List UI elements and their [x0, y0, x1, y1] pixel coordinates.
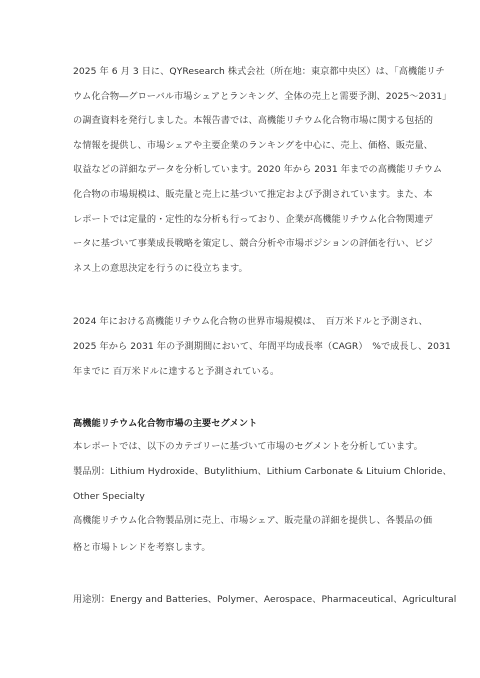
- intro-line-7: レポートでは定量的・定性的な分析も行っており、企業が高機能リチウム化合物関連デ: [73, 214, 433, 225]
- intro-line-6: 化合物の市場規模は、販売量と売上に基づいて推定および予測されています。また、本: [73, 189, 433, 200]
- intro-line-9: ネス上の意思決定を行うのに役立ちます。: [73, 263, 248, 274]
- segment-line-3: Other Specialty: [73, 491, 145, 502]
- intro-line-5: 収益などの詳細なデータを分析しています。2020 年から 2031 年までの高機能リチウム: [73, 164, 443, 175]
- segment-line-4: 高機能リチウム化合物製品別に売上、市場シェア、販売量の詳細を提供し、各製品の価: [73, 515, 433, 526]
- intro-line-3: の調査資料を発行しました。本報告書では、高機能リチウム化合物市場に関する包括的: [73, 115, 433, 126]
- market-line-1: 2024 年における高機能リチウム化合物の世界市場規模は、 百万米ドルと予測され、: [73, 316, 428, 327]
- intro-line-4: な情報を提供し、市場シェアや主要企業のランキングを中心に、売上、価格、販売量、: [73, 140, 433, 151]
- intro-line-8: ータに基づいて事業成長戦略を策定し、競合分析や市場ポジションの評価を行い、ビジ: [73, 238, 433, 249]
- market-line-2: 2025 年から 2031 年の予測期間において、年間平均成長率（CAGR） %で成長し、2031: [73, 341, 451, 352]
- section-heading: 高機能リチウム化合物市場の主要セグメント: [73, 418, 258, 429]
- application-line: 用途別：Energy and Batteries、Polymer、Aerospace、Pharmaceutical、Agricultural: [73, 594, 457, 605]
- intro-line-2: ウム化合物―グローバル市場シェアとランキング、全体の売上と需要予測、2025～2031」: [73, 91, 452, 102]
- segment-line-2: 製品別：Lithium Hydroxide、Butylithium、Lithium Carbonate & Lituium Chloride、: [73, 466, 452, 477]
- segment-line-1: 本レポートでは、以下のカテゴリーに基づいて市場のセグメントを分析しています。: [73, 441, 423, 452]
- intro-line-1: 2025 年 6 月 3 日に、QYResearch 株式会社（所在地：東京都中央区）は、「高機能リチ: [73, 66, 445, 77]
- segment-line-5: 格と市場トレンドを考察します。: [73, 542, 211, 553]
- market-line-3: 年までに 百万米ドルに達すると予測されている。: [73, 366, 280, 377]
